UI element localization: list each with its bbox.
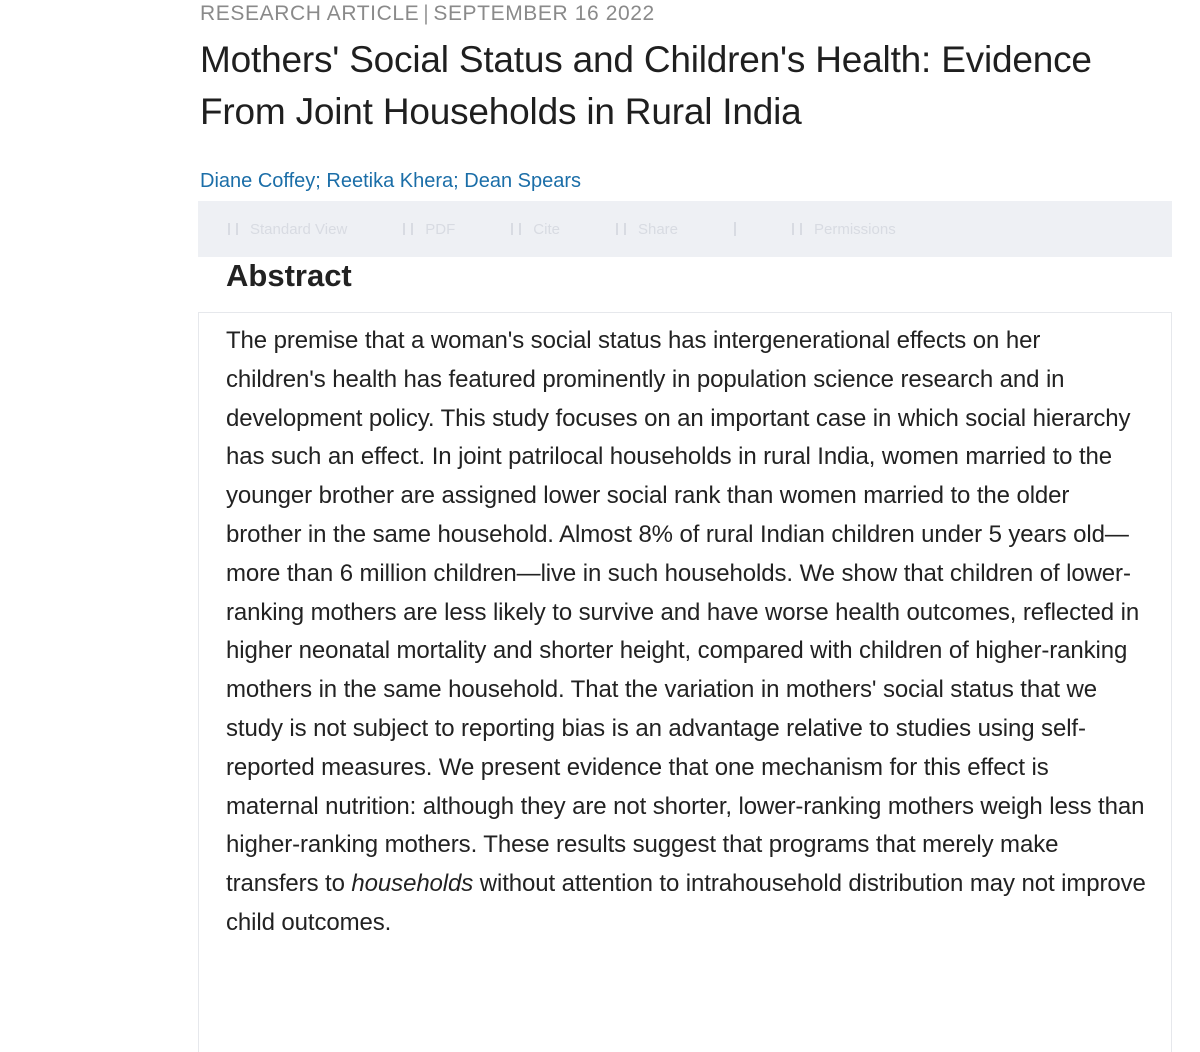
abstract-heading: Abstract xyxy=(226,258,352,293)
standard-view-label: Standard View xyxy=(250,220,348,238)
permissions-button[interactable] xyxy=(792,221,896,238)
cite-button[interactable] xyxy=(511,221,560,238)
cite-label: Cite xyxy=(533,220,560,238)
abstract-text-part: The premise that a woman's social status has intergenerational effects on her children's health has featured prominently in population science research and in development policy. This study focuses on an important case in which social hierarchy has such an effect. In joint patrilocal households in rural India, women married to the younger brother are assigned lower social rank than women married to the older brother in the same household. Almost 8% of rural Indian children under 5 years old—more than 6 million children—live in such households. We show that children of lower-ranking mothers are less likely to survive and have worse health outcomes, reflected in higher neonatal mortality and shorter height, compared with children of higher-ranking mothers in the same household. That the variation in mothers' social status that we study is not subject to reporting bias is an advantage relative to studies using self-reported measures. We present evidence that one mechanism for this effect is maternal nutrition: although they are not shorter, lower-ranking mothers weigh less than higher-ranking mothers. These results suggest that programs that merely make transfers to xyxy=(226,327,1145,898)
abstract-text xyxy=(226,322,1146,943)
permissions-label: Permissions xyxy=(814,220,896,238)
article-meta xyxy=(200,0,655,28)
article-date: SEPTEMBER 16 2022 xyxy=(433,2,655,25)
meta-separator: | xyxy=(423,2,430,25)
author-link[interactable]: Dean Spears xyxy=(464,170,582,192)
article-title: Mothers' Social Status and Children's Health: Evidence From Joint Households in Rural India xyxy=(200,39,1092,132)
lock-icon xyxy=(792,223,802,235)
author-separator: ; xyxy=(315,170,327,192)
toolbar-divider xyxy=(734,222,736,236)
abstract-text-part: without attention to intrahousehold distribution may not improve child outcomes. xyxy=(226,870,1146,936)
article-toolbar xyxy=(198,201,1172,257)
document-icon xyxy=(228,223,238,235)
share-button[interactable] xyxy=(616,221,678,238)
abstract-italic-text: households xyxy=(351,870,474,898)
share-label: Share xyxy=(637,220,679,238)
author-separator: ; xyxy=(453,170,465,192)
author-list xyxy=(200,166,581,196)
pdf-button[interactable] xyxy=(403,221,455,238)
pdf-label: PDF xyxy=(425,220,456,238)
share-icon xyxy=(616,223,626,235)
standard-view-button[interactable] xyxy=(228,221,347,238)
article-type-label: RESEARCH ARTICLE xyxy=(200,2,420,25)
author-link[interactable]: Diane Coffey xyxy=(200,170,316,192)
quote-icon xyxy=(511,223,521,235)
pdf-icon xyxy=(403,223,413,235)
author-link[interactable]: Reetika Khera xyxy=(326,170,454,192)
